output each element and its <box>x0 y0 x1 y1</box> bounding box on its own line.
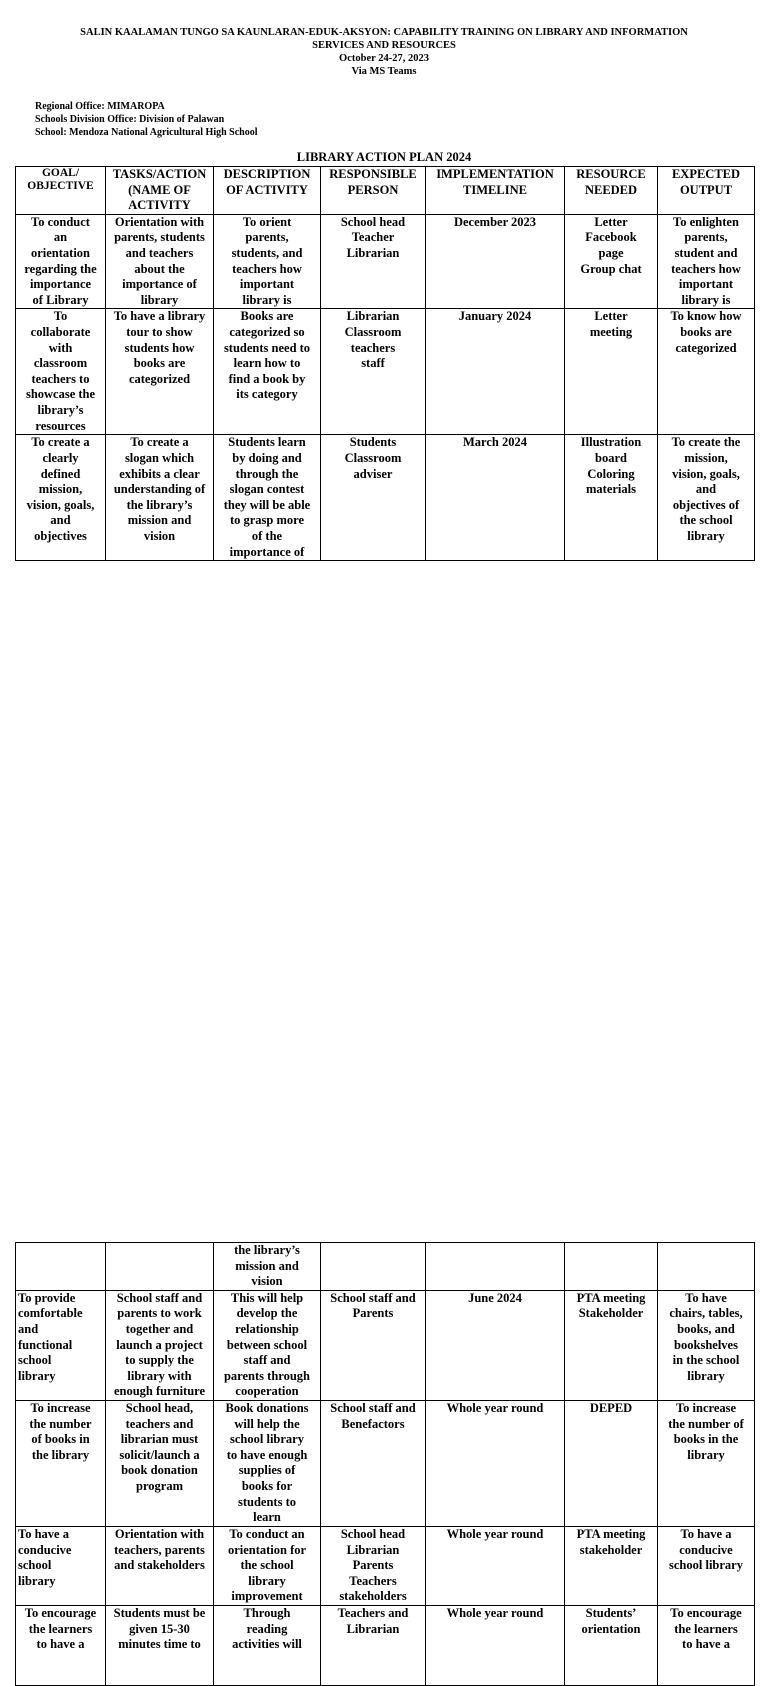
task-cell: Orientation with teachers, parents and stakeholders <box>106 1526 214 1605</box>
timeline-cell: December 2023 <box>426 214 565 309</box>
office-info <box>35 100 258 139</box>
description-cell: Through reading activities will <box>214 1605 321 1685</box>
goal-cell: To collaborate with classroom teachers to showcase the library’s resources <box>16 309 106 435</box>
task-cell: Students must be given 15-30 minutes time to <box>106 1605 214 1685</box>
column-header-timeline: IMPLEMENTATION TIMELINE <box>426 167 565 215</box>
output-cell: To enlighten parents, student and teachers how important library is <box>658 214 755 309</box>
training-title-line2: SERVICES AND RESOURCES <box>312 40 456 51</box>
resource-cell: PTA meeting Stakeholder <box>565 1290 658 1400</box>
action-plan-table-page1 <box>15 166 755 561</box>
timeline-cell <box>426 1243 565 1291</box>
resource-cell: Students’ orientation <box>565 1605 658 1685</box>
description-cell: Students learn by doing and through the slogan contest they will be able to grasp more of the importance of <box>214 435 321 561</box>
output-cell: To have chairs, tables, books, and bookshelves in the school library <box>658 1290 755 1400</box>
column-header-goal: GOAL/ OBJECTIVE <box>16 167 106 215</box>
responsible-cell: School staff and Benefactors <box>321 1400 426 1526</box>
school-name: School: Mendoza National Agricultural High School <box>35 127 258 138</box>
table-row <box>16 214 755 309</box>
plan-title: LIBRARY ACTION PLAN 2024 <box>296 150 472 164</box>
description-cell: Books are categorized so students need to learn how to find a book by its category <box>214 309 321 435</box>
timeline-cell: March 2024 <box>426 435 565 561</box>
output-cell: To increase the number of books in the library <box>658 1400 755 1526</box>
division-office: Schools Division Office: Division of Palawan <box>35 114 225 125</box>
goal-cell: To provide comfortable and functional school library <box>16 1290 106 1400</box>
responsible-cell: School staff and Parents <box>321 1290 426 1400</box>
goal-cell: To encourage the learners to have a <box>16 1605 106 1685</box>
table-row <box>16 1290 755 1400</box>
output-cell: To have a conducive school library <box>658 1526 755 1605</box>
goal-cell <box>16 1243 106 1291</box>
training-title-line1: SALIN KAALAMAN TUNGO SA KAUNLARAN-EDUK-AKSYON: CAPABILITY TRAINING ON LIBRARY AND INFORMATION <box>80 27 688 38</box>
task-cell: To create a slogan which exhibits a clear understanding of the library’s mission and vision <box>106 435 214 561</box>
table-row <box>16 1526 755 1605</box>
resource-cell <box>565 1243 658 1291</box>
responsible-cell: School head Teacher Librarian <box>321 214 426 309</box>
column-header-description: DESCRIPTION OF ACTIVITY <box>214 167 321 215</box>
description-cell: This will help develop the relationship between school staff and parents through cooperation <box>214 1290 321 1400</box>
table-row <box>16 309 755 435</box>
output-cell: To encourage the learners to have a <box>658 1605 755 1685</box>
table-row <box>16 1243 755 1291</box>
resource-cell: DEPED <box>565 1400 658 1526</box>
column-header-resource: RESOURCE NEEDED <box>565 167 658 215</box>
task-cell: To have a library tour to show students how books are categorized <box>106 309 214 435</box>
resource-cell: Illustration board Coloring materials <box>565 435 658 561</box>
goal-cell: To have a conducive school library <box>16 1526 106 1605</box>
responsible-cell: Librarian Classroom teachers staff <box>321 309 426 435</box>
goal-cell: To conduct an orientation regarding the importance of Library <box>16 214 106 309</box>
column-header-responsible: RESPONSIBLE PERSON <box>321 167 426 215</box>
column-header-output: EXPECTED OUTPUT <box>658 167 755 215</box>
output-cell: To know how books are categorized <box>658 309 755 435</box>
table-row <box>16 1605 755 1685</box>
table-row <box>16 1400 755 1526</box>
timeline-cell: Whole year round <box>426 1400 565 1526</box>
page2-clip <box>0 621 768 1652</box>
description-cell: Book donations will help the school library to have enough supplies of books for students to learn <box>214 1400 321 1526</box>
responsible-cell: School head Librarian Parents Teachers stakeholders <box>321 1526 426 1605</box>
task-cell <box>106 1243 214 1291</box>
column-header-tasks: TASKS/ACTION (NAME OF ACTIVITY <box>106 167 214 215</box>
timeline-cell: June 2024 <box>426 1290 565 1400</box>
header-row <box>16 167 755 215</box>
responsible-cell: Students Classroom adviser <box>321 435 426 561</box>
timeline-cell: Whole year round <box>426 1526 565 1605</box>
responsible-cell <box>321 1243 426 1291</box>
task-cell: Orientation with parents, students and teachers about the importance of library <box>106 214 214 309</box>
action-plan-table-page2 <box>15 1242 755 1686</box>
timeline-cell: Whole year round <box>426 1605 565 1685</box>
goal-cell: To increase the number of books in the library <box>16 1400 106 1526</box>
description-cell: the library’s mission and vision <box>214 1243 321 1291</box>
table-row <box>16 435 755 561</box>
resource-cell: Letter Facebook page Group chat <box>565 214 658 309</box>
output-cell <box>658 1243 755 1291</box>
task-cell: School staff and parents to work together and launch a project to supply the library with enough furniture <box>106 1290 214 1400</box>
resource-cell: PTA meeting stakeholder <box>565 1526 658 1605</box>
task-cell: School head, teachers and librarian must solicit/launch a book donation program <box>106 1400 214 1526</box>
timeline-cell: January 2024 <box>426 309 565 435</box>
description-cell: To orient parents, students, and teachers how important library is <box>214 214 321 309</box>
responsible-cell: Teachers and Librarian <box>321 1605 426 1685</box>
document-header <box>40 26 728 78</box>
description-cell: To conduct an orientation for the school library improvement <box>214 1526 321 1605</box>
resource-cell: Letter meeting <box>565 309 658 435</box>
regional-office: Regional Office: MIMAROPA <box>35 101 165 112</box>
training-venue: Via MS Teams <box>351 66 417 77</box>
output-cell: To create the mission, vision, goals, and objectives of the school library <box>658 435 755 561</box>
goal-cell: To create a clearly defined mission, vision, goals, and objectives <box>16 435 106 561</box>
training-dates: October 24-27, 2023 <box>339 53 429 64</box>
